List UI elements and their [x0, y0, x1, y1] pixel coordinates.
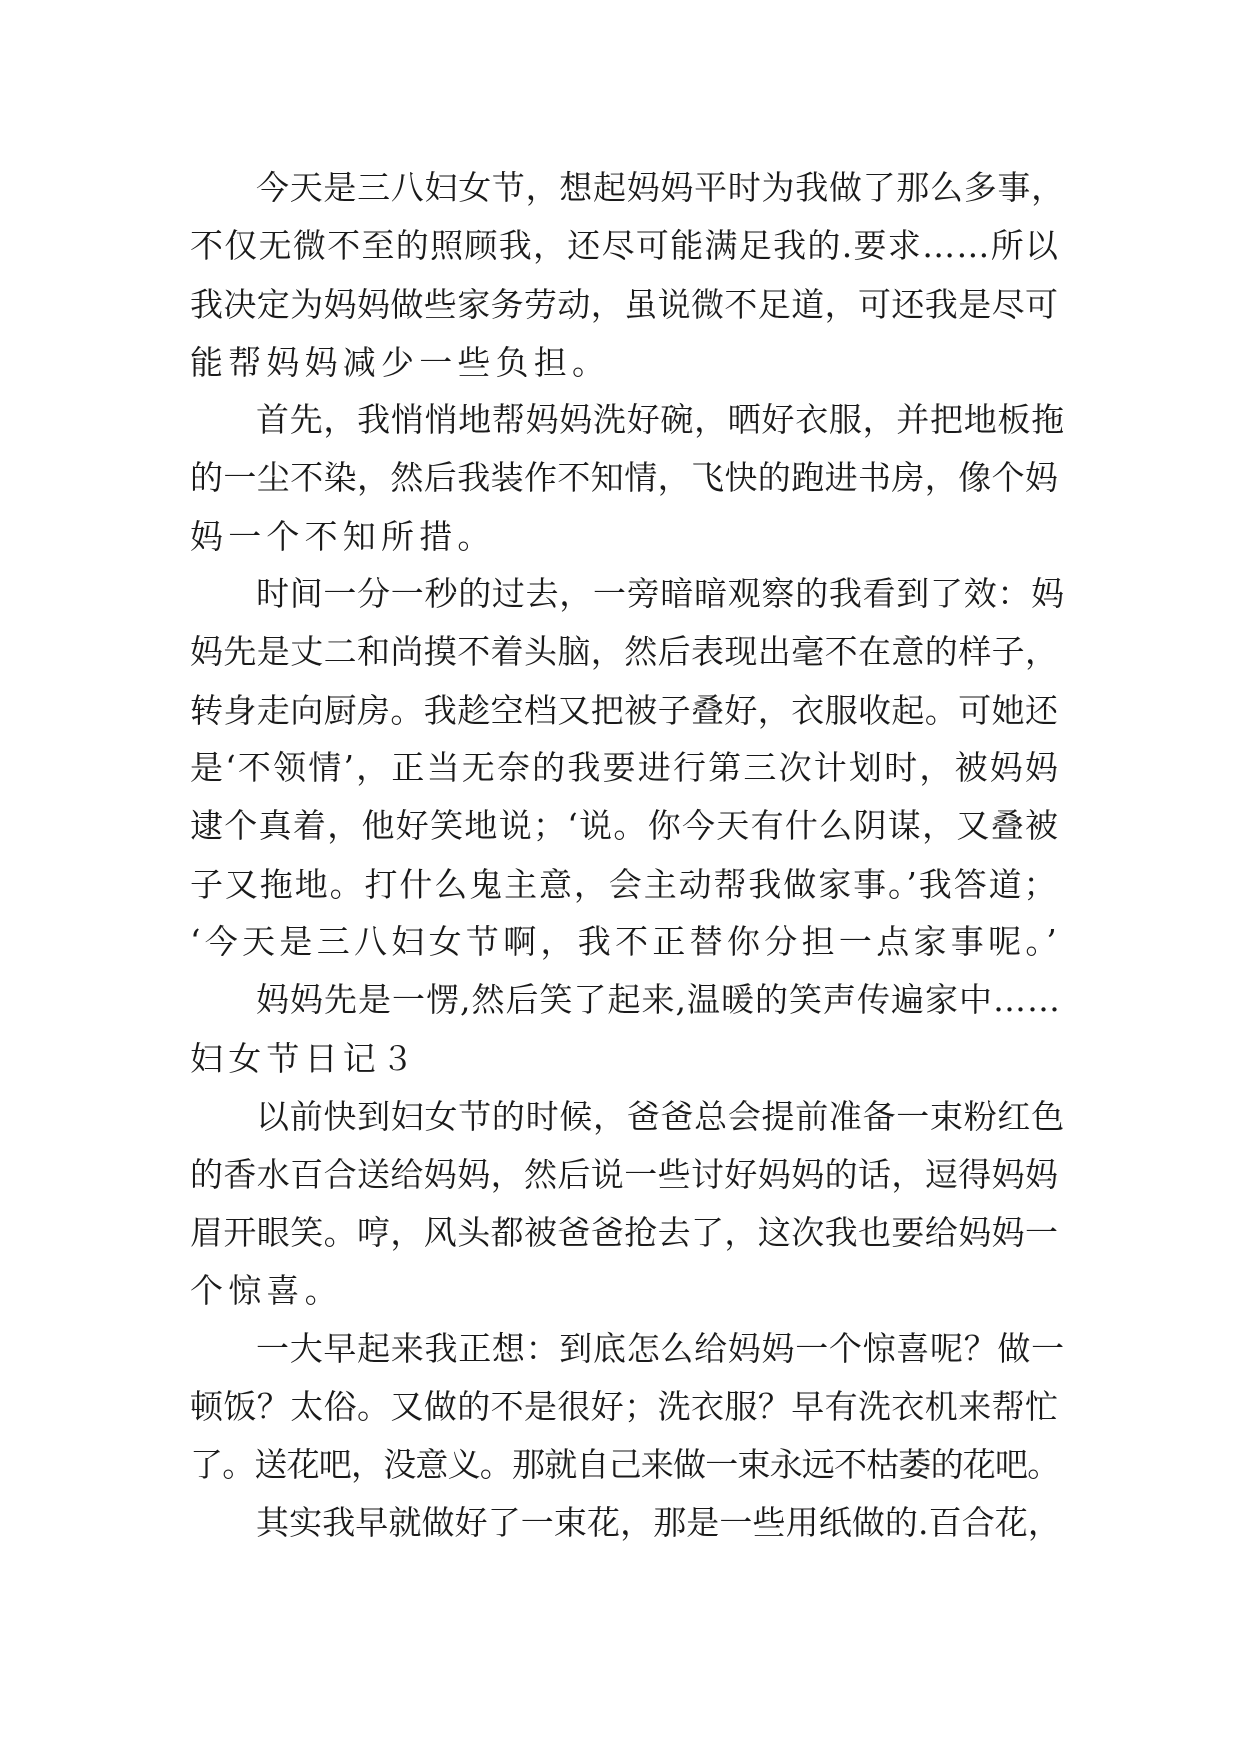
text-line: 转身走向厨房。我趁空档又把被子叠好，衣服收起。可她还 — [190, 691, 1059, 730]
text-line: 一大早起来我正想：到底怎么给妈妈一个惊喜呢？做一 — [256, 1329, 1065, 1368]
text-line: 顿饭？太俗。又做的不是很好；洗衣服？早有洗衣机来帮忙 — [190, 1387, 1059, 1426]
text-line: 首先，我悄悄地帮妈妈洗好碗，晒好衣服，并把地板拖 — [256, 400, 1065, 439]
text-line: 子又拖地。打什么鬼主意，会主动帮我做家事。’我答道； — [190, 865, 1059, 904]
text-line: 了。送花吧，没意义。那就自己来做一束永远不枯萎的花吧。 — [190, 1445, 1060, 1484]
text-line: 妈妈先是一愣,然后笑了起来,温暖的笑声传遍家中…… — [256, 980, 1061, 1019]
text-line: 以前快到妇女节的时候，爸爸总会提前准备一束粉红色 — [256, 1097, 1065, 1136]
text-line: 眉开眼笑。哼，风头都被爸爸抢去了，这次我也要给妈妈一 — [190, 1213, 1059, 1252]
text-line: 能帮妈妈减少一些负担。 — [190, 343, 611, 382]
text-line: 不仅无微不至的照顾我，还尽可能满足我的.要求……所以 — [190, 226, 1060, 265]
text-line: 逮个真着，他好笑地说；‘说。你今天有什么阴谋，又叠被 — [190, 806, 1060, 845]
text-line: ‘今天是三八妇女节啊，我不正替你分担一点家事呢。’ — [190, 922, 1061, 961]
text-line: 今天是三八妇女节，想起妈妈平时为我做了那么多事， — [256, 168, 1065, 207]
text-line: 妈一个不知所措。 — [190, 517, 496, 556]
text-line: 妈先是丈二和尚摸不着头脑，然后表现出毫不在意的样子， — [190, 632, 1059, 671]
text-line: 的香水百合送给妈妈，然后说一些讨好妈妈的话，逗得妈妈 — [190, 1155, 1059, 1194]
text-line: 我决定为妈妈做些家务劳动，虽说微不足道，可还我是尽可 — [190, 285, 1059, 324]
text-line: 个惊喜。 — [190, 1271, 343, 1310]
text-line: 其实我早就做好了一束花，那是一些用纸做的.百合花， — [256, 1503, 1061, 1542]
text-line: 时间一分一秒的过去，一旁暗暗观察的我看到了效：妈 — [256, 574, 1065, 613]
text-line: 的一尘不染，然后我装作不知情，飞快的跑进书房，像个妈 — [190, 458, 1059, 497]
text-line: 是‘不领情’，正当无奈的我要进行第三次计划时，被妈妈 — [190, 748, 1061, 787]
section-heading: 妇女节日记３ — [190, 1039, 420, 1078]
